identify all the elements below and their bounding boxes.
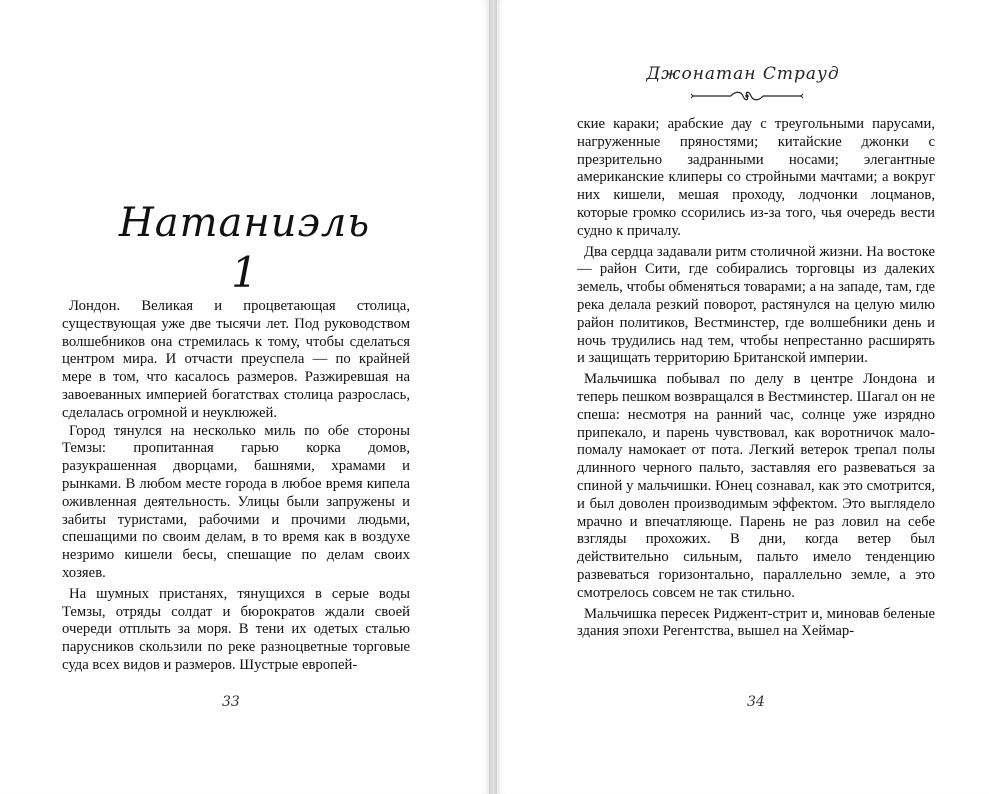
paragraph: На шумных пристанях, тянущихся в серые воды Темзы, отряды солдат и бюрократов ждали своей очереди отплыть за моря. В тени их одетых сталью парусников скользили по реке разноцветные торговые суда всех видов и размеров. Шустрые европей-	[62, 585, 410, 673]
paragraph: ские караки; арабские дау с треугольными парусами, нагруженные пряностями; китайские джонки с презрительно задранными носами; элегантные американские клиперы со стройными мачтами; а вокруг них кишели, мешая проходу, лодчонки лоцманов, которые громко ссорились из-за того, чья очередь вести судно к причалу.	[577, 116, 935, 239]
page-number: 34	[747, 694, 765, 710]
left-page-text	[62, 298, 410, 675]
paragraph: Лондон. Великая и процветающая столица, существующая уже две тысячи лет. Под руководством волшебников она стремилась к тому, чтобы сделаться центром мира. И отчасти преуспела — по крайней мере в том, что касалось размеров. Разжиревшая на завоеванных империей богатствах столица разрослась, сделалась огромной и неуклюжей.	[62, 298, 410, 421]
right-page	[497, 0, 989, 794]
paragraph: Два сердца задавали ритм столичной жизни. На востоке — район Сити, где собирались торговцы из далеких земель, чтобы обменяться товарами; а на западе, там, где река делала резкий поворот, растянулся на целую милю район политиков, Вестминстер, где волшебники день и ночь трудились над тем, чтобы непрестанно расширять и защищать территорию Британской империи.	[577, 243, 935, 367]
left-page	[0, 0, 489, 794]
running-head-author: Джонатан Страуд	[646, 64, 840, 84]
page-number: 33	[222, 694, 240, 710]
book-gutter	[489, 0, 497, 794]
chapter-title: Натаниэль	[118, 200, 371, 246]
chapter-number: 1	[231, 248, 258, 297]
scroll-ornament-icon	[691, 90, 803, 102]
paragraph: Мальчишка пересек Риджент-стрит и, миновав беленые здания эпохи Регентства, вышел на Хеймар-	[577, 605, 935, 640]
right-page-text	[577, 116, 935, 641]
paragraph: Город тянулся на несколько миль по обе стороны Темзы: пропитанная гарью корка домов, разукрашенная дворцами, башнями, храмами и рынками. В любом месте города в любое время кипела оживленная деятельность. Улицы были запружены и забиты туристами, рабочими и прочими людьми, спешащими по своим делам, в то время как в воздухе незримо кишели бесы, спешащие по делам своих хозяев.	[62, 422, 410, 581]
paragraph: Мальчишка побывал по делу в центре Лондона и теперь пешком возвращался в Вестминстер. Шагал он не спеша: несмотря на ранний час, солнце уже изрядно припекало, и парень чувствовал, как воротничок мало-помалу намокает от пота. Легкий ветерок трепал полы длинного черного пальто, заставляя его развеваться за спиной у мальчишки. Юнец сознавал, как это смотрится, и был доволен производимым эффектом. Это выглядело мрачно и впечатляюще. Парень не раз ловил на себе взгляды прохожих. В дни, когда ветер был действительно сильным, пальто имело тенденцию развеваться горизонтально, параллельно земле, а это смотрелось совсем не так стильно.	[577, 371, 935, 601]
